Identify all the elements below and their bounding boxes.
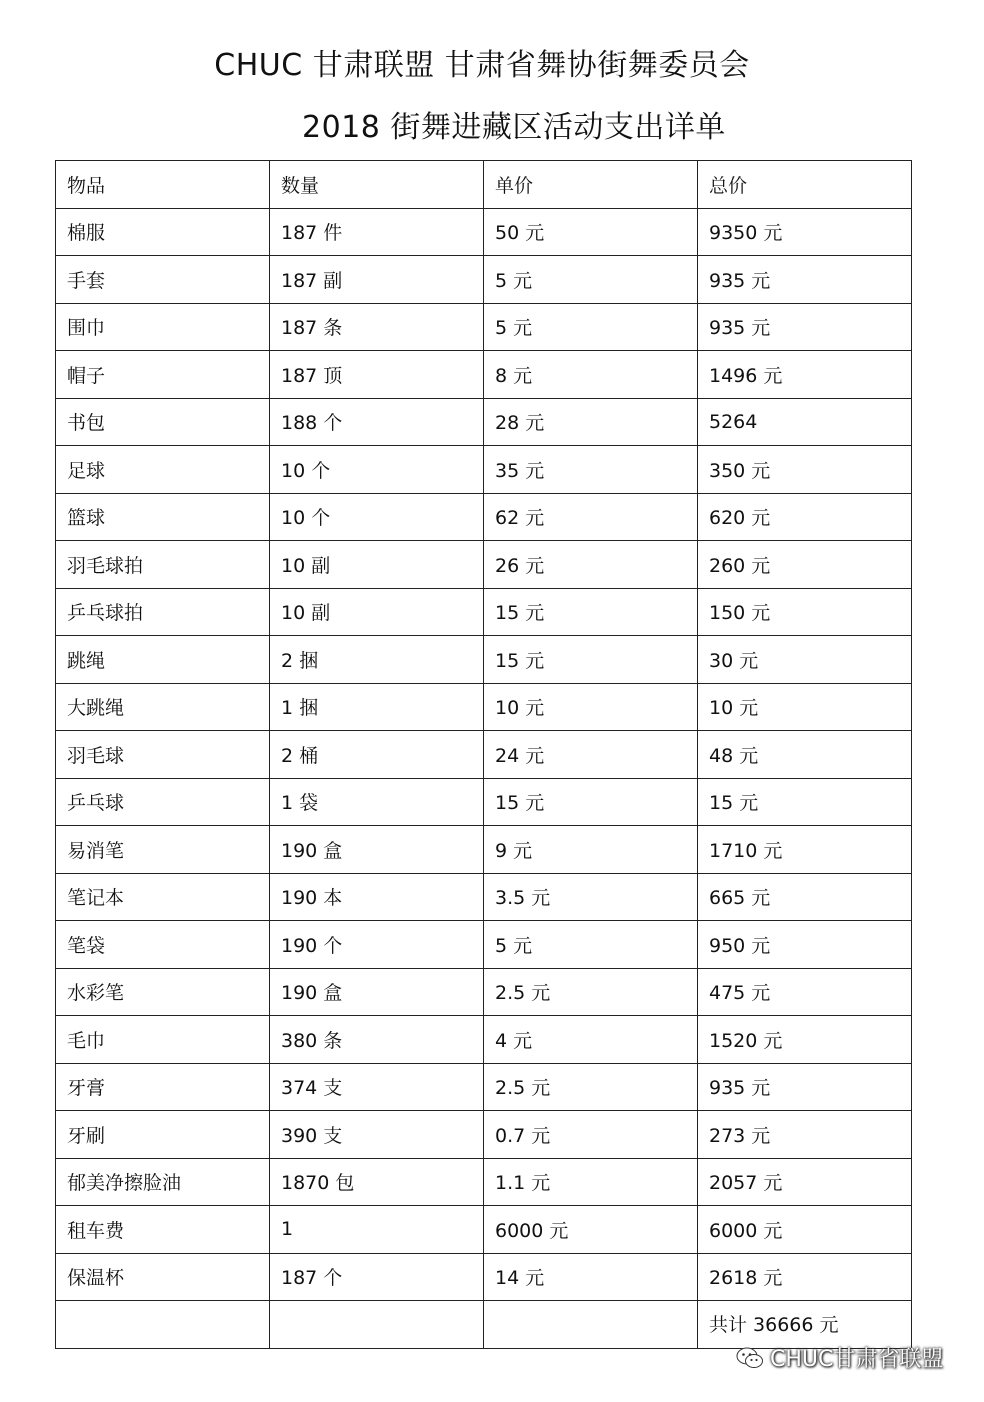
quantity-cell: 10 个 xyxy=(270,446,484,494)
total-price-cell: 475 元 xyxy=(698,968,912,1016)
item-name-cell: 书包 xyxy=(56,398,270,446)
table-row xyxy=(56,493,912,541)
unit-price-cell: 6000 元 xyxy=(484,1206,698,1254)
table-row xyxy=(56,636,912,684)
column-header-item: 物品 xyxy=(56,161,270,209)
unit-price-cell: 2.5 元 xyxy=(484,1063,698,1111)
column-header-quantity: 数量 xyxy=(270,161,484,209)
unit-price-cell: 10 元 xyxy=(484,683,698,731)
item-name-cell: 篮球 xyxy=(56,493,270,541)
quantity-cell: 1870 包 xyxy=(270,1158,484,1206)
column-header-total-price: 总价 xyxy=(698,161,912,209)
item-name-cell: 易消笔 xyxy=(56,826,270,874)
quantity-cell: 187 个 xyxy=(270,1253,484,1301)
item-name-cell: 保温杯 xyxy=(56,1253,270,1301)
item-name-cell: 牙膏 xyxy=(56,1063,270,1111)
unit-price-cell: 35 元 xyxy=(484,446,698,494)
table-row xyxy=(56,303,912,351)
unit-price-cell: 5 元 xyxy=(484,921,698,969)
document-title: CHUC 甘肃联盟 甘肃省舞协街舞委员会 xyxy=(214,48,750,83)
unit-price-cell: 9 元 xyxy=(484,826,698,874)
quantity-cell: 2 捆 xyxy=(270,636,484,684)
item-name-cell: 足球 xyxy=(56,446,270,494)
table-row xyxy=(56,208,912,256)
unit-price-cell: 15 元 xyxy=(484,588,698,636)
table-row xyxy=(56,588,912,636)
table-row xyxy=(56,921,912,969)
unit-price-cell: 50 元 xyxy=(484,208,698,256)
total-price-cell: 2057 元 xyxy=(698,1158,912,1206)
total-price-cell: 620 元 xyxy=(698,493,912,541)
expense-table xyxy=(55,160,912,1349)
quantity-cell: 390 支 xyxy=(270,1111,484,1159)
quantity-cell: 188 个 xyxy=(270,398,484,446)
quantity-cell: 187 顶 xyxy=(270,351,484,399)
item-name-cell: 大跳绳 xyxy=(56,683,270,731)
wechat-icon xyxy=(736,1346,764,1370)
table-row xyxy=(56,1206,912,1254)
table-row xyxy=(56,351,912,399)
quantity-cell: 190 盒 xyxy=(270,826,484,874)
quantity-cell: 1 xyxy=(270,1206,484,1254)
total-price-cell: 30 元 xyxy=(698,636,912,684)
total-price-cell: 935 元 xyxy=(698,1063,912,1111)
quantity-cell: 2 桶 xyxy=(270,731,484,779)
total-price-cell: 2618 元 xyxy=(698,1253,912,1301)
total-price-cell: 48 元 xyxy=(698,731,912,779)
total-row-empty-cell xyxy=(56,1301,270,1349)
unit-price-cell: 24 元 xyxy=(484,731,698,779)
quantity-cell: 10 副 xyxy=(270,588,484,636)
quantity-cell: 1 捆 xyxy=(270,683,484,731)
unit-price-cell: 62 元 xyxy=(484,493,698,541)
total-price-cell: 1520 元 xyxy=(698,1016,912,1064)
table-row xyxy=(56,1063,912,1111)
table-row xyxy=(56,826,912,874)
item-name-cell: 笔记本 xyxy=(56,873,270,921)
total-price-cell: 10 元 xyxy=(698,683,912,731)
unit-price-cell: 14 元 xyxy=(484,1253,698,1301)
quantity-cell: 1 袋 xyxy=(270,778,484,826)
table-row xyxy=(56,446,912,494)
table-row xyxy=(56,731,912,779)
item-name-cell: 羽毛球 xyxy=(56,731,270,779)
item-name-cell: 牙刷 xyxy=(56,1111,270,1159)
quantity-cell: 187 条 xyxy=(270,303,484,351)
total-price-cell: 6000 元 xyxy=(698,1206,912,1254)
unit-price-cell: 3.5 元 xyxy=(484,873,698,921)
item-name-cell: 乒乓球 xyxy=(56,778,270,826)
table-body xyxy=(56,208,912,1301)
unit-price-cell: 0.7 元 xyxy=(484,1111,698,1159)
unit-price-cell: 5 元 xyxy=(484,303,698,351)
table-row xyxy=(56,1158,912,1206)
table-row xyxy=(56,778,912,826)
unit-price-cell: 26 元 xyxy=(484,541,698,589)
table-header-row xyxy=(56,161,912,209)
item-name-cell: 围巾 xyxy=(56,303,270,351)
quantity-cell: 380 条 xyxy=(270,1016,484,1064)
total-price-cell: 1710 元 xyxy=(698,826,912,874)
quantity-cell: 190 个 xyxy=(270,921,484,969)
unit-price-cell: 4 元 xyxy=(484,1016,698,1064)
table-row xyxy=(56,873,912,921)
total-row xyxy=(56,1301,912,1349)
total-price-cell: 1496 元 xyxy=(698,351,912,399)
table-row xyxy=(56,683,912,731)
table-row xyxy=(56,1016,912,1064)
item-name-cell: 水彩笔 xyxy=(56,968,270,1016)
grand-total: 共计 36666 元 xyxy=(709,1314,839,1336)
quantity-cell: 190 盒 xyxy=(270,968,484,1016)
quantity-cell: 10 个 xyxy=(270,493,484,541)
table-row xyxy=(56,256,912,304)
quantity-cell: 187 件 xyxy=(270,208,484,256)
total-row-empty-cell xyxy=(484,1301,698,1349)
item-name-cell: 乒乓球拍 xyxy=(56,588,270,636)
table-row xyxy=(56,398,912,446)
item-name-cell: 租车费 xyxy=(56,1206,270,1254)
unit-price-cell: 15 元 xyxy=(484,778,698,826)
unit-price-cell: 1.1 元 xyxy=(484,1158,698,1206)
total-row-empty-cell xyxy=(270,1301,484,1349)
item-name-cell: 手套 xyxy=(56,256,270,304)
table-row xyxy=(56,968,912,1016)
item-name-cell: 笔袋 xyxy=(56,921,270,969)
watermark xyxy=(736,1342,943,1373)
total-price-cell: 950 元 xyxy=(698,921,912,969)
quantity-cell: 190 本 xyxy=(270,873,484,921)
grand-total-cell xyxy=(698,1301,912,1349)
total-price-cell: 273 元 xyxy=(698,1111,912,1159)
column-header-unit-price: 单价 xyxy=(484,161,698,209)
total-price-cell: 935 元 xyxy=(698,303,912,351)
unit-price-cell: 2.5 元 xyxy=(484,968,698,1016)
total-price-cell: 935 元 xyxy=(698,256,912,304)
watermark-text: CHUC甘肃省联盟 xyxy=(770,1347,944,1372)
quantity-cell: 187 副 xyxy=(270,256,484,304)
document-subtitle: 2018 街舞进藏区活动支出详单 xyxy=(302,110,726,145)
unit-price-cell: 28 元 xyxy=(484,398,698,446)
total-price-cell: 5264 xyxy=(698,398,912,446)
quantity-cell: 10 副 xyxy=(270,541,484,589)
table-row xyxy=(56,1253,912,1301)
unit-price-cell: 5 元 xyxy=(484,256,698,304)
quantity-cell: 374 支 xyxy=(270,1063,484,1111)
item-name-cell: 帽子 xyxy=(56,351,270,399)
item-name-cell: 棉服 xyxy=(56,208,270,256)
table-row xyxy=(56,1111,912,1159)
total-price-cell: 350 元 xyxy=(698,446,912,494)
unit-price-cell: 15 元 xyxy=(484,636,698,684)
item-name-cell: 羽毛球拍 xyxy=(56,541,270,589)
total-price-cell: 150 元 xyxy=(698,588,912,636)
total-price-cell: 260 元 xyxy=(698,541,912,589)
unit-price-cell: 8 元 xyxy=(484,351,698,399)
table-row xyxy=(56,541,912,589)
item-name-cell: 跳绳 xyxy=(56,636,270,684)
item-name-cell: 郁美净擦脸油 xyxy=(56,1158,270,1206)
total-price-cell: 665 元 xyxy=(698,873,912,921)
item-name-cell: 毛巾 xyxy=(56,1016,270,1064)
total-price-cell: 15 元 xyxy=(698,778,912,826)
total-price-cell: 9350 元 xyxy=(698,208,912,256)
